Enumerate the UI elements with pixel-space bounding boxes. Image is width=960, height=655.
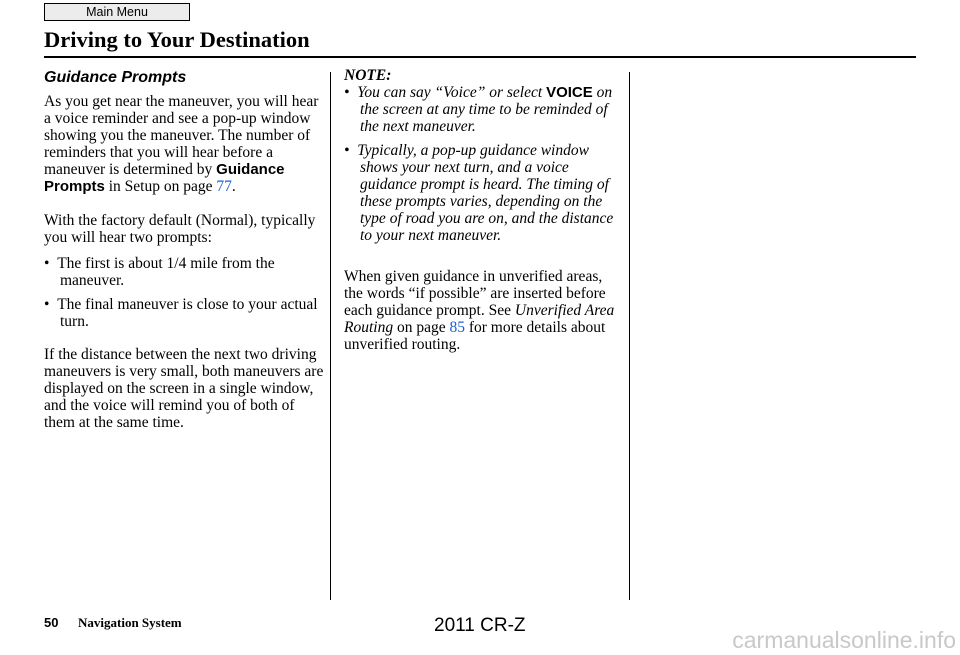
chapter-title: Driving to Your Destination xyxy=(44,27,310,52)
footer-section-label: Navigation System xyxy=(78,615,182,630)
prompt-list xyxy=(44,255,324,330)
guidance-prompts-term: Guidance Prompts xyxy=(44,161,285,195)
watermark: carmanualsonline.info xyxy=(732,627,956,653)
left-column xyxy=(44,67,324,431)
intro-paragraph: As you get near the maneuver, you will hear a voice reminder and see a pop-up window showing you the maneuver. The number of reminders that you will hear before a maneuver is determined by Guidance Prompts in Setup on page 77. xyxy=(44,93,319,195)
voice-term: VOICE xyxy=(546,84,593,101)
column-divider-right xyxy=(629,72,630,600)
middle-column xyxy=(344,67,624,353)
model-label: 2011 CR-Z xyxy=(434,615,526,636)
section-heading: Guidance Prompts xyxy=(44,69,187,86)
column-divider-left xyxy=(330,72,331,600)
list-item: • The first is about 1/4 mile from the maneuver. xyxy=(44,255,275,289)
distance-paragraph: If the distance between the next two driving maneuvers is very small, both maneuvers are displayed on the screen in a single window, and the voice will remind you of both of them at the same time. xyxy=(44,346,324,431)
page-number: 50 xyxy=(44,615,59,630)
list-item: • Typically, a pop-up guidance window shows your next turn, and a voice guidance prompt is heard. The timing of these prompts varies, depending on the type of road you are on, and the distance to your next maneuver. xyxy=(344,142,614,244)
main-menu-button[interactable]: Main Menu xyxy=(44,3,190,21)
default-paragraph: With the factory default (Normal), typically you will hear two prompts: xyxy=(44,212,316,246)
title-divider xyxy=(44,56,916,58)
page-85-link[interactable]: 85 xyxy=(449,319,465,336)
unverified-paragraph: When given guidance in unverified areas, the words “if possible” are inserted before each guidance prompt. See Unverified Area Routing on page 85 for more details about unverified routing. xyxy=(344,268,615,353)
note-title: NOTE: xyxy=(344,67,392,84)
list-item: • The final maneuver is close to your actual turn. xyxy=(44,296,318,330)
unverified-routing-ref: Unverified Area Routing xyxy=(344,302,615,336)
list-item: • You can say “Voice” or select VOICE on the screen at any time to be reminded of the next maneuver. xyxy=(344,84,613,135)
note-list xyxy=(344,84,624,244)
page-77-link[interactable]: 77 xyxy=(216,178,232,195)
